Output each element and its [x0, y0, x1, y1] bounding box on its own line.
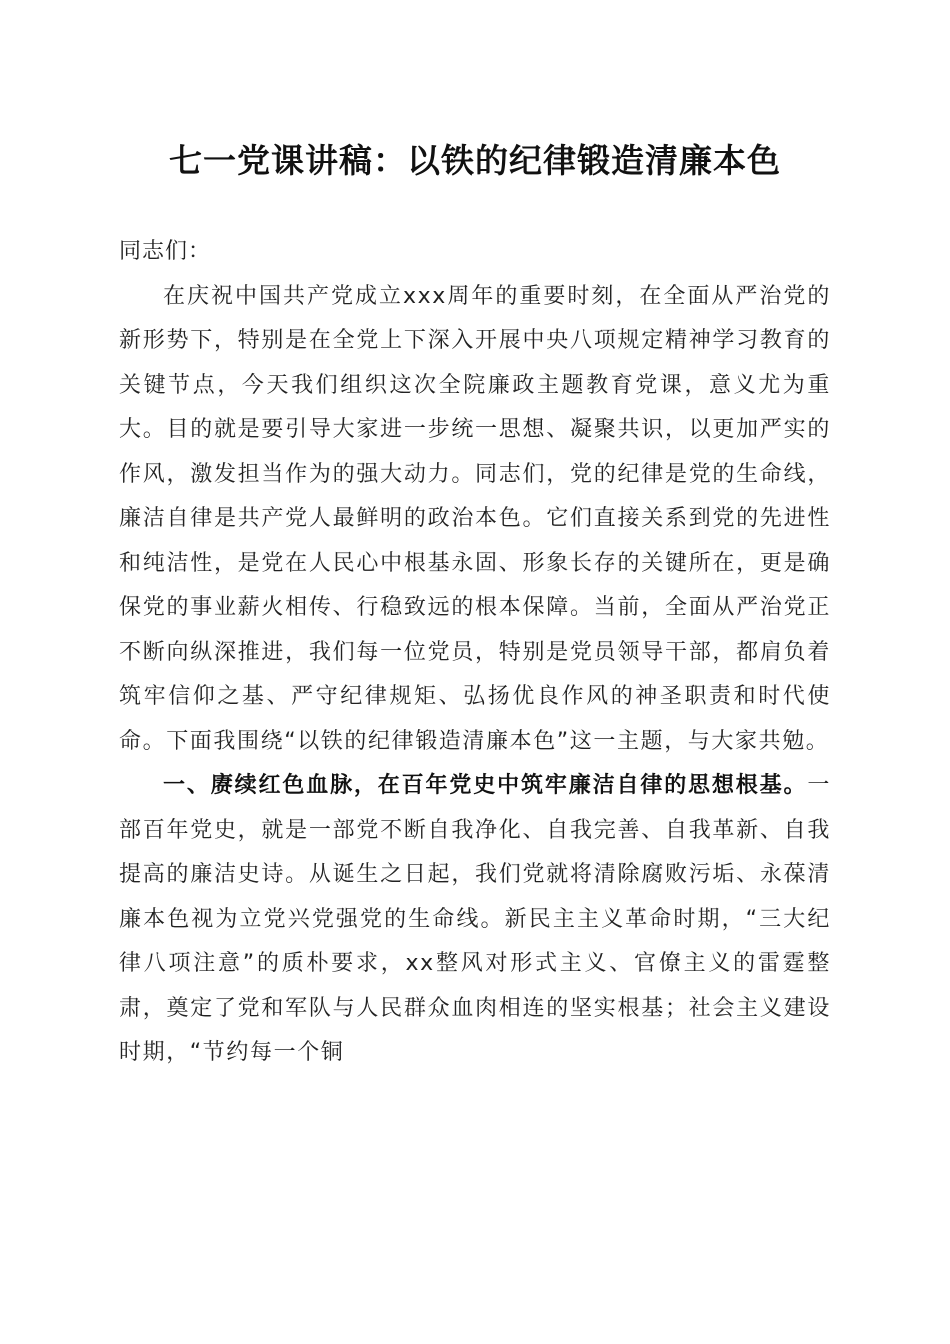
document-body [119, 230, 831, 1076]
section-one-text: 一部百年党史，就是一部党不断自我净化、自我完善、自我革新、自我提高的廉洁史诗。从诞生之日起，我们党就将清除腐败污垢、永葆清廉本色视为立党兴党强党的生命线。新民主主义革命时期，“三大纪律八项注意”的质朴要求，xx整风对形式主义、官僚主义的雷霆整肃，奠定了党和军队与人民群众血肉相连的坚实根基；社会主义建设时期，“节约每一个铜 [119, 773, 831, 1065]
document-title: 七一党课讲稿：以铁的纪律锻造清廉本色 [169, 141, 781, 180]
paragraph-section-one [119, 764, 831, 1076]
section-one-heading: 一、赓续红色血脉，在百年党史中筑牢廉洁自律的思想根基。 [163, 773, 808, 798]
paragraph-intro: 在庆祝中国共产党成立xxx周年的重要时刻，在全面从严治党的新形势下，特别是在全党上下深入开展中央八项规定精神学习教育的关键节点，今天我们组织这次全院廉政主题教育党课，意义尤为重大。目的就是要引导大家进一步统一思想、凝聚共识，以更加严实的作风，激发担当作为的强大动力。同志们，党的纪律是党的生命线，廉洁自律是共产党人最鲜明的政治本色。它们直接关系到党的先进性和纯洁性，是党在人民心中根基永固、形象长存的关键所在，更是确保党的事业薪火相传、行稳致远的根本保障。当前，全面从严治党正不断向纵深推进，我们每一位党员，特别是党员领导干部，都肩负着筑牢信仰之基、严守纪律规矩、弘扬优良作风的神圣职责和时代使命。下面我围绕“以铁的纪律锻造清廉本色”这一主题，与大家共勉。 [119, 283, 831, 754]
salutation: 同志们： [119, 239, 212, 264]
